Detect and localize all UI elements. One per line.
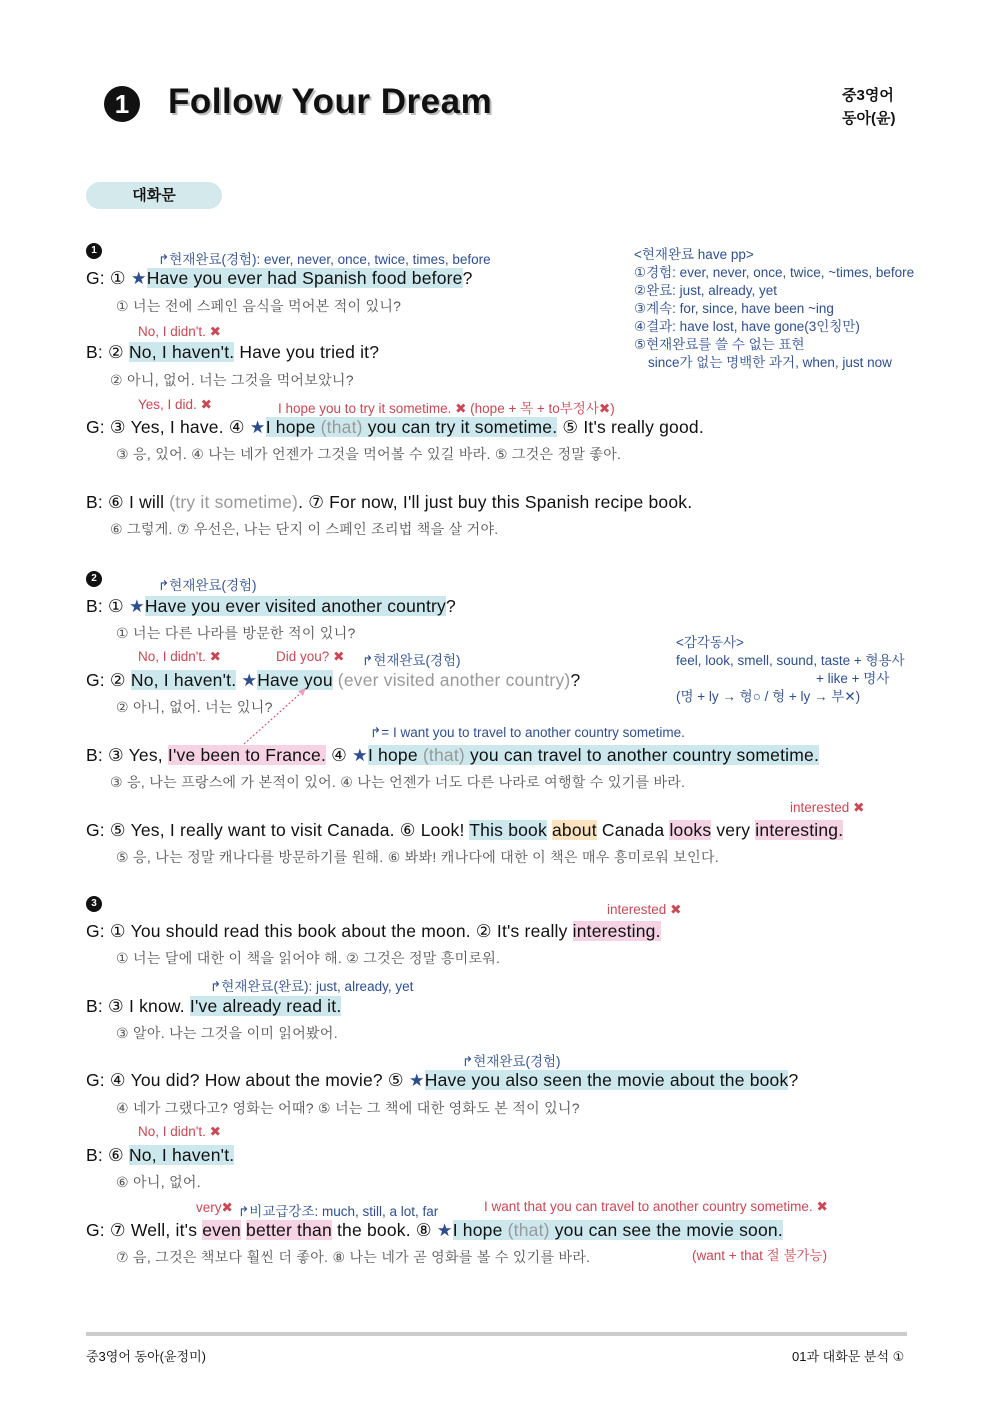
- annotation: ↱현재완료(경험): [362, 653, 461, 668]
- annotation-wrong: I want that you can travel to another country sometime. ✖: [484, 1199, 828, 1214]
- annotation: ↱현재완료(경험): [158, 578, 257, 593]
- dialogue-line: G: ① ★Have you ever had Spanish food before?: [86, 268, 473, 288]
- korean-translation: ③ 응, 있어. ④ 나는 네가 언젠가 그것을 먹어볼 수 있길 바라. ⑤ 그것은 정말 좋아.: [116, 446, 622, 462]
- annotation: ↱= I want you to travel to another country sometime.: [370, 725, 685, 740]
- footer-left: 중3영어 동아(윤정미): [86, 1349, 206, 1364]
- dialogue-line: B: ⑥ I will (try it sometime). ⑦ For now, I'll just buy this Spanish recipe book.: [86, 492, 693, 512]
- dialogue-line: G: ① You should read this book about the moon. ② It's really interesting.: [86, 921, 661, 941]
- page-title: Follow Your Dream: [168, 82, 493, 121]
- annotation-wrong: No, I didn't. ✖: [138, 649, 221, 664]
- section-number-2: 2: [86, 571, 102, 587]
- grammar-note-sense-verbs: <감각동사> feel, look, smell, sound, taste + 형용사 + like + 명사 (명 + ly → 형○ / 형 + ly → 부✕): [676, 635, 905, 704]
- korean-translation: ⑤ 응, 나는 정말 캐나다를 방문하기를 원해. ⑥ 봐봐! 캐나다에 대한 이 책은 매우 흥미로워 보인다.: [116, 849, 719, 865]
- annotation-wrong: interested ✖: [790, 800, 865, 815]
- annotation-wrong: Yes, I did. ✖: [138, 397, 212, 412]
- footer-right: 01과 대화문 분석 ①: [792, 1349, 905, 1364]
- korean-translation: ④ 네가 그랬다고? 영화는 어때? ⑤ 너는 그 책에 대한 영화도 본 적이 있니?: [116, 1100, 580, 1116]
- publisher-label: 동아(윤): [842, 110, 896, 127]
- korean-translation: ② 아니, 없어. 너는 있니?: [116, 699, 273, 715]
- reference-arrow: [240, 686, 310, 748]
- annotation-wrong: No, I didn't. ✖: [138, 324, 221, 339]
- annotation: ↱현재완료(경험): ever, never, once, twice, times, before: [158, 252, 491, 267]
- korean-translation: ⑥ 그렇게. ⑦ 우선은, 나는 단지 이 스페인 조리법 책을 살 거야.: [110, 521, 499, 537]
- annotation: ↱현재완료(경험): [462, 1054, 561, 1069]
- korean-translation: ⑥ 아니, 없어.: [116, 1174, 201, 1190]
- dialogue-line: G: ⑦ Well, it's even better than the book. ⑧ ★I hope (that) you can see the movie soon.: [86, 1220, 783, 1240]
- dialogue-line: G: ③ Yes, I have. ④ ★I hope (that) you can try it sometime. ⑤ It's really good.: [86, 417, 704, 437]
- korean-translation: ① 너는 전에 스페인 음식을 먹어본 적이 있니?: [116, 298, 402, 314]
- annotation: ↱현재완료(완료): just, already, yet: [210, 979, 414, 994]
- section-number-1: 1: [86, 243, 102, 259]
- annotation-wrong: very✖: [196, 1200, 233, 1215]
- section-number-3: 3: [86, 896, 102, 912]
- annotation-wrong: interested ✖: [607, 902, 682, 917]
- korean-translation: ① 너는 달에 대한 이 책을 읽어야 해. ② 그것은 정말 흥미로워.: [116, 950, 501, 966]
- dialogue-line: G: ⑤ Yes, I really want to visit Canada. ⑥ Look! This book about Canada looks very interesting.: [86, 820, 844, 840]
- lesson-number-badge: 1: [104, 86, 140, 122]
- dialogue-line: B: ③ I know. I've already read it.: [86, 996, 342, 1016]
- footer-divider: [86, 1332, 907, 1336]
- annotation-wrong: Did you? ✖: [276, 649, 345, 664]
- annotation: ↱비교급강조: much, still, a lot, far: [238, 1204, 439, 1219]
- annotation-wrong: No, I didn't. ✖: [138, 1124, 221, 1139]
- grade-label: 중3영어: [842, 87, 894, 104]
- dialogue-line: B: ① ★Have you ever visited another country?: [86, 596, 456, 616]
- dialogue-line: B: ⑥ No, I haven't.: [86, 1145, 235, 1165]
- korean-translation: ② 아니, 없어. 너는 그것을 먹어보았니?: [110, 372, 354, 388]
- dialogue-line: G: ④ You did? How about the movie? ⑤ ★Have you also seen the movie about the book?: [86, 1070, 799, 1090]
- dialogue-line: G: ② No, I haven't. ★Have you (ever visited another country)?: [86, 670, 581, 690]
- korean-translation: ③ 알아. 나는 그것을 이미 읽어봤어.: [116, 1025, 338, 1041]
- dialogue-line: B: ② No, I haven't. Have you tried it?: [86, 342, 380, 362]
- annotation-wrong: I hope you to try it sometime. ✖ (hope + 목 + to부정사✖): [278, 401, 615, 416]
- dialogue-line: B: ③ Yes, I've been to France. ④ ★I hope (that) you can travel to another country sometime.: [86, 745, 820, 765]
- korean-translation: ③ 응, 나는 프랑스에 가 본적이 있어. ④ 나는 언젠가 너도 다른 나라로 여행할 수 있기를 바라.: [110, 774, 686, 790]
- grammar-note-present-perfect: <현재완료 have pp> ①경험: ever, never, once, twice, ~times, before ②완료: just, already, yet ③계속: for, since, have been ~ing ④결과: have lost, have gone(3인칭만) ⑤현재완료를 쓸 수 없는 표현 since가 없는 명백한 과거, when, just now: [634, 247, 915, 370]
- annotation-wrong: (want + that 절 불가능): [692, 1248, 828, 1263]
- korean-translation: ① 너는 다른 나라를 방문한 적이 있니?: [116, 625, 356, 641]
- section-pill: 대화문: [86, 182, 222, 209]
- korean-translation: ⑦ 음, 그것은 책보다 훨씬 더 좋아. ⑧ 나는 네가 곧 영화를 볼 수 있기를 바라.: [116, 1249, 591, 1265]
